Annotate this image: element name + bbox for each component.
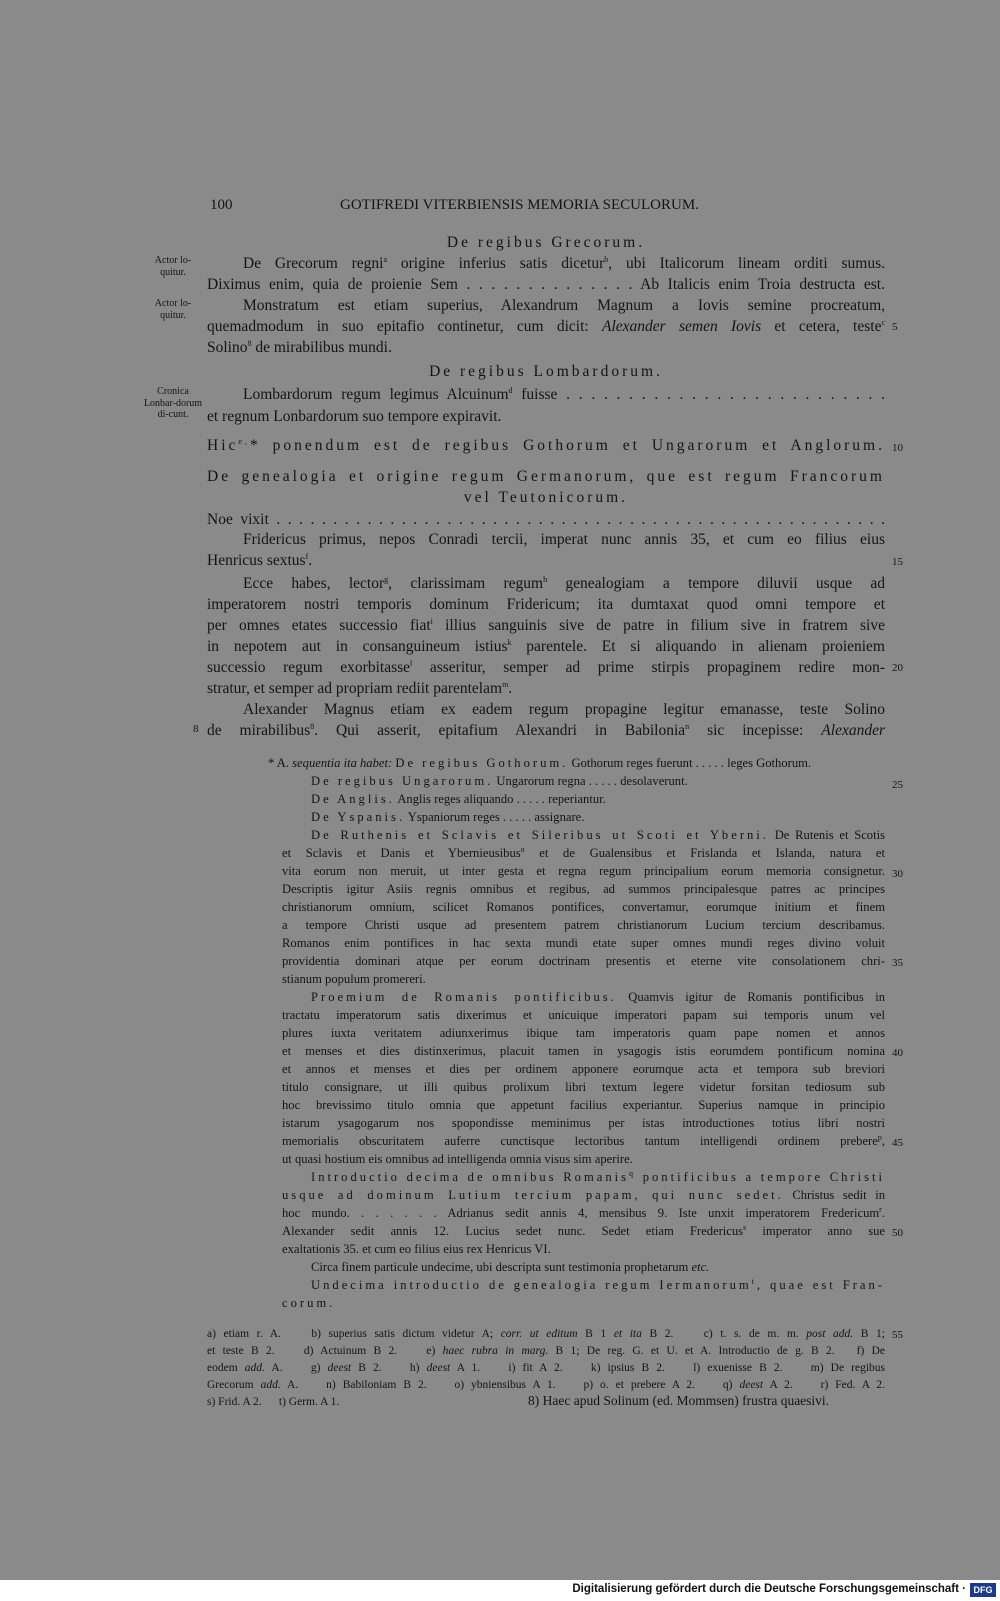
text-line: Diximus enim, quia de proienie Sem . . . . . . . . . . . . . . Ab Italicis enim Troia destructa est. xyxy=(207,276,885,293)
note-line: et annos et menses et dies per ordinem apponere eorumque acta et tempora sub breviori xyxy=(282,1062,885,1076)
note-line: hoc mundo. . . . . . . Adrianus sedit annis 4, mensibus 9. Iste unxit imperatorem Fredericum$^r$. xyxy=(282,1204,885,1220)
text-line: in nepotem aut in consanguineum istius$^k$ parentele. Et si aliquando in alienam proieniem xyxy=(207,637,885,655)
footnote-line: eodem add. A. g) deest B 2. h) deest A 1. i) fit A 2. k) ipsius B 2. l) exuenisse B 2. m) De regibus xyxy=(207,1362,886,1374)
text-line: Fridericus primus, nepos Conradi tercii, imperat nunc annis 35, et cum eo filius eius xyxy=(243,531,885,548)
text-line: de mirabilibus$^8$. Qui asserit, epitafium Alexandri in Babilonia$^n$ sic incepisse: Alexander xyxy=(207,721,885,739)
text-line: et regnum Lonbardorum suo tempore expiravit. xyxy=(207,408,502,425)
line-number: 45 xyxy=(892,1137,903,1149)
note-line: De regibus Ungarorum. Ungarorum regna . . . . . desolaverunt. xyxy=(311,774,688,788)
note-line: Introductio decima de omnibus Romanis$^q$ pontificibus a tempore Christi xyxy=(311,1168,885,1184)
line-number: 30 xyxy=(892,868,903,880)
note-line: providentia dominari atque per eorum doctrinam presentis et eterne vite consolationem chri- xyxy=(282,954,885,968)
footnote-line: 8) Haec apud Solinum (ed. Mommsen) frustra quaesivi. xyxy=(528,1393,830,1408)
footnote-line: et teste B 2. d) Actuinum B 2. e) haec rubra in marg. B 1; De reg. G. et U. et A. Introductio de g. B 2. f) De xyxy=(207,1345,885,1357)
text-line: Lombardorum regum legimus Alcuinum$^d$ fuisse . . . . . . . . . . . . . . . . . . . . . . . . . . xyxy=(243,385,885,403)
note-line: istarum ysagogarum nos spopondisse meminimus per istas introductiones totius libri nostri xyxy=(282,1116,885,1130)
note-line: christianorum omnium, scilicet Romanos pontifices, convertamur, eorumque initium et finem xyxy=(282,900,885,914)
note-line: et Sclavis et Danis et Ybernieusibus$^o$ et de Gualensibus et Frislanda et Islanda, natura et xyxy=(282,844,885,860)
text-line: per omnes etates successio fiat$^i$ illius sanguinis sive de patre in filium sive in fratrem sive xyxy=(207,616,885,634)
page-number: 100 xyxy=(210,197,233,213)
dfg-logo: DFG xyxy=(970,1583,996,1597)
heading-genealogia-cont: vel Teutonicorum. xyxy=(463,489,629,506)
note-line: * A. sequentia ita habet: De regibus Gothorum. Gothorum reges fuerunt . . . . . leges Gothorum. xyxy=(268,756,812,770)
note-line: exaltationis 35. et cum eo filius eius rex Henricus VI. xyxy=(282,1242,551,1256)
line-number: 10 xyxy=(892,442,903,454)
note-line: Circa finem particule undecime, ubi descripta sunt testimonia prophetarum etc. xyxy=(311,1260,710,1274)
note-line: corum. xyxy=(282,1296,336,1310)
footnote-line: Grecorum add. A. n) Babiloniam B 2. o) ybniensibus A 1. p) o. et prebere A 2. q) deest A 2. r) Fed. A 2. xyxy=(207,1379,885,1391)
note-line: plures iuxta veritatem adiunxerimus ibique tam imperatoris quam pape nomen et annos xyxy=(282,1026,885,1040)
heading-genealogia: De genealogia et origine regum Germanorum, que est regum Francorum xyxy=(207,468,885,485)
line-number: 20 xyxy=(892,662,903,674)
note-line: Romanos enim pontifices in hac sexta mundi etate super omnes mundi reges divino voluit xyxy=(282,936,885,950)
margin-note-8: 8 xyxy=(193,723,199,735)
note-line: ut quasi hostium eis omnibus ad intelligenda omnia visus sim aperire. xyxy=(282,1152,633,1166)
text-line: Alexander Magnus etiam ex eadem regum propagine legitur emanasse, teste Solino xyxy=(243,701,885,718)
note-line: vita eorum non meruit, ut inter gesta et regna regum principalium eorum memoria consignetur. xyxy=(282,864,885,878)
note-line: Undecima introductio de genealogia regum Iermanorum$^t$, quae est Fran- xyxy=(311,1276,886,1292)
note-line: stianum populum promereri. xyxy=(282,972,426,986)
note-line: usque ad dominum Lutium tercium papam, qui nunc sedet. Christus sedit in xyxy=(282,1188,886,1202)
text-line: Monstratum est etiam superius, Alexandrum Magnum a Iovis semine procreatum, xyxy=(243,297,885,314)
heading-lombardorum: De regibus Lombardorum. xyxy=(429,363,663,380)
margin-note-cronica: Cronica Lonbar-dorum di-cunt. xyxy=(143,386,203,420)
credit-text: Digitalisierung gefördert durch die Deutsche Forschungsgemeinschaft · xyxy=(572,1583,966,1595)
text-line: Noe vixit . . . . . . . . . . . . . . . . . . . . . . . . . . . . . . . . . . . . . . . . . . . . . . . . . . . . . . xyxy=(207,511,885,528)
note-line: Proemium de Romanis pontificibus. Quamvis igitur de Romanis pontificibus in xyxy=(311,990,885,1004)
text-line: imperatorem nostri temporis dominum Fridericum; ita dumtaxat quod omni tempore et xyxy=(207,596,885,613)
note-line: De Yspanis. Yspaniorum reges . . . . . assignare. xyxy=(311,810,585,824)
text-line: successio regum exorbitasse$^l$ asseritur, semper ad prime stirpis propaginem redire mon- xyxy=(207,658,885,676)
footnote-line: s) Frid. A 2. t) Germ. A 1. xyxy=(207,1396,340,1408)
line-number: 55 xyxy=(892,1329,903,1341)
text-line: stratur, et semper ad propriam rediit parentelam$^m$. xyxy=(207,679,513,697)
margin-note-actor-1: Actor lo-quitur. xyxy=(154,255,192,278)
line-number: 25 xyxy=(892,779,903,791)
note-line: De Anglis. Anglis reges aliquando . . . . . reperiantur. xyxy=(311,792,606,806)
note-line: Descriptis igitur Asiis regnis omnibus et regibus, ad summos principalesque patres ac principes xyxy=(282,882,885,896)
text-line: De Grecorum regni$^a$ origine inferius satis dicetur$^b$, ubi Italicorum lineam orditi sumus. xyxy=(243,254,885,272)
note-line: tractatu imperatorum satis dixerimus et unicuique imperatori papam sui temporis unum vel xyxy=(282,1008,885,1022)
line-number: 40 xyxy=(892,1047,903,1059)
note-line: hoc brevissimo titulo omnia que appetunt facilius experiantur. Superius namque in principio xyxy=(282,1098,885,1112)
line-number: 15 xyxy=(892,556,903,568)
line-number: 50 xyxy=(892,1227,903,1239)
note-line: a tempore Christi usque ad presentem patrem christianorum Lucium tercium describamus. xyxy=(282,918,885,932)
line-number: 5 xyxy=(892,321,898,333)
line-number: 35 xyxy=(892,957,903,969)
text-line-hic: Hic$^{e,}$* ponendum est de regibus Gothorum et Ungarorum et Anglorum. xyxy=(207,436,885,454)
note-line: memorialis obscuritatem auferre cunctisque lectoribus tantum intelligendi ordinem prebere$^p$, xyxy=(282,1132,885,1148)
text-line: Henricus sextus$^f$. xyxy=(207,551,313,569)
credit-bar xyxy=(0,1580,1000,1601)
heading-grecorum: De regibus Grecorum. xyxy=(446,234,646,251)
text-line: quemadmodum in suo epitafio continetur, cum dicit: Alexander semen Iovis et cetera, teste$^c$ xyxy=(207,317,886,335)
margin-note-actor-2: Actor lo-quitur. xyxy=(154,298,192,321)
note-line: Alexander sedit annis 12. Lucius sedet nunc. Sedet etiam Fredericus$^s$ imperator anno sue xyxy=(282,1222,885,1238)
note-line: titulo consignare, ut illi quibus prolixum libri textum legere videtur forsitan tediosum sub xyxy=(282,1080,885,1094)
footnote-line: a) etiam r. A. b) superius satis dictum videtur A; corr. ut editum B 1 et ita B 2. c) t. s. de m. m. post add. B 1; xyxy=(207,1328,885,1340)
text-line: Solino$^8$ de mirabilibus mundi. xyxy=(207,338,392,356)
text-line: Ecce habes, lector$^g$, clarissimam regum$^h$ genealogiam a tempore diluvii usque ad xyxy=(243,574,886,592)
note-line: et menses et dies distinxerimus, placuit tamen in ysagogis istis eorumdem pontificum nomina xyxy=(282,1044,885,1058)
running-title: GOTIFREDI VITERBIENSIS MEMORIA SECULORUM. xyxy=(340,197,699,213)
note-line: De Ruthenis et Sclavis et Sileribus ut Scoti et Yberni. De Rutenis et Scotis xyxy=(311,828,886,842)
